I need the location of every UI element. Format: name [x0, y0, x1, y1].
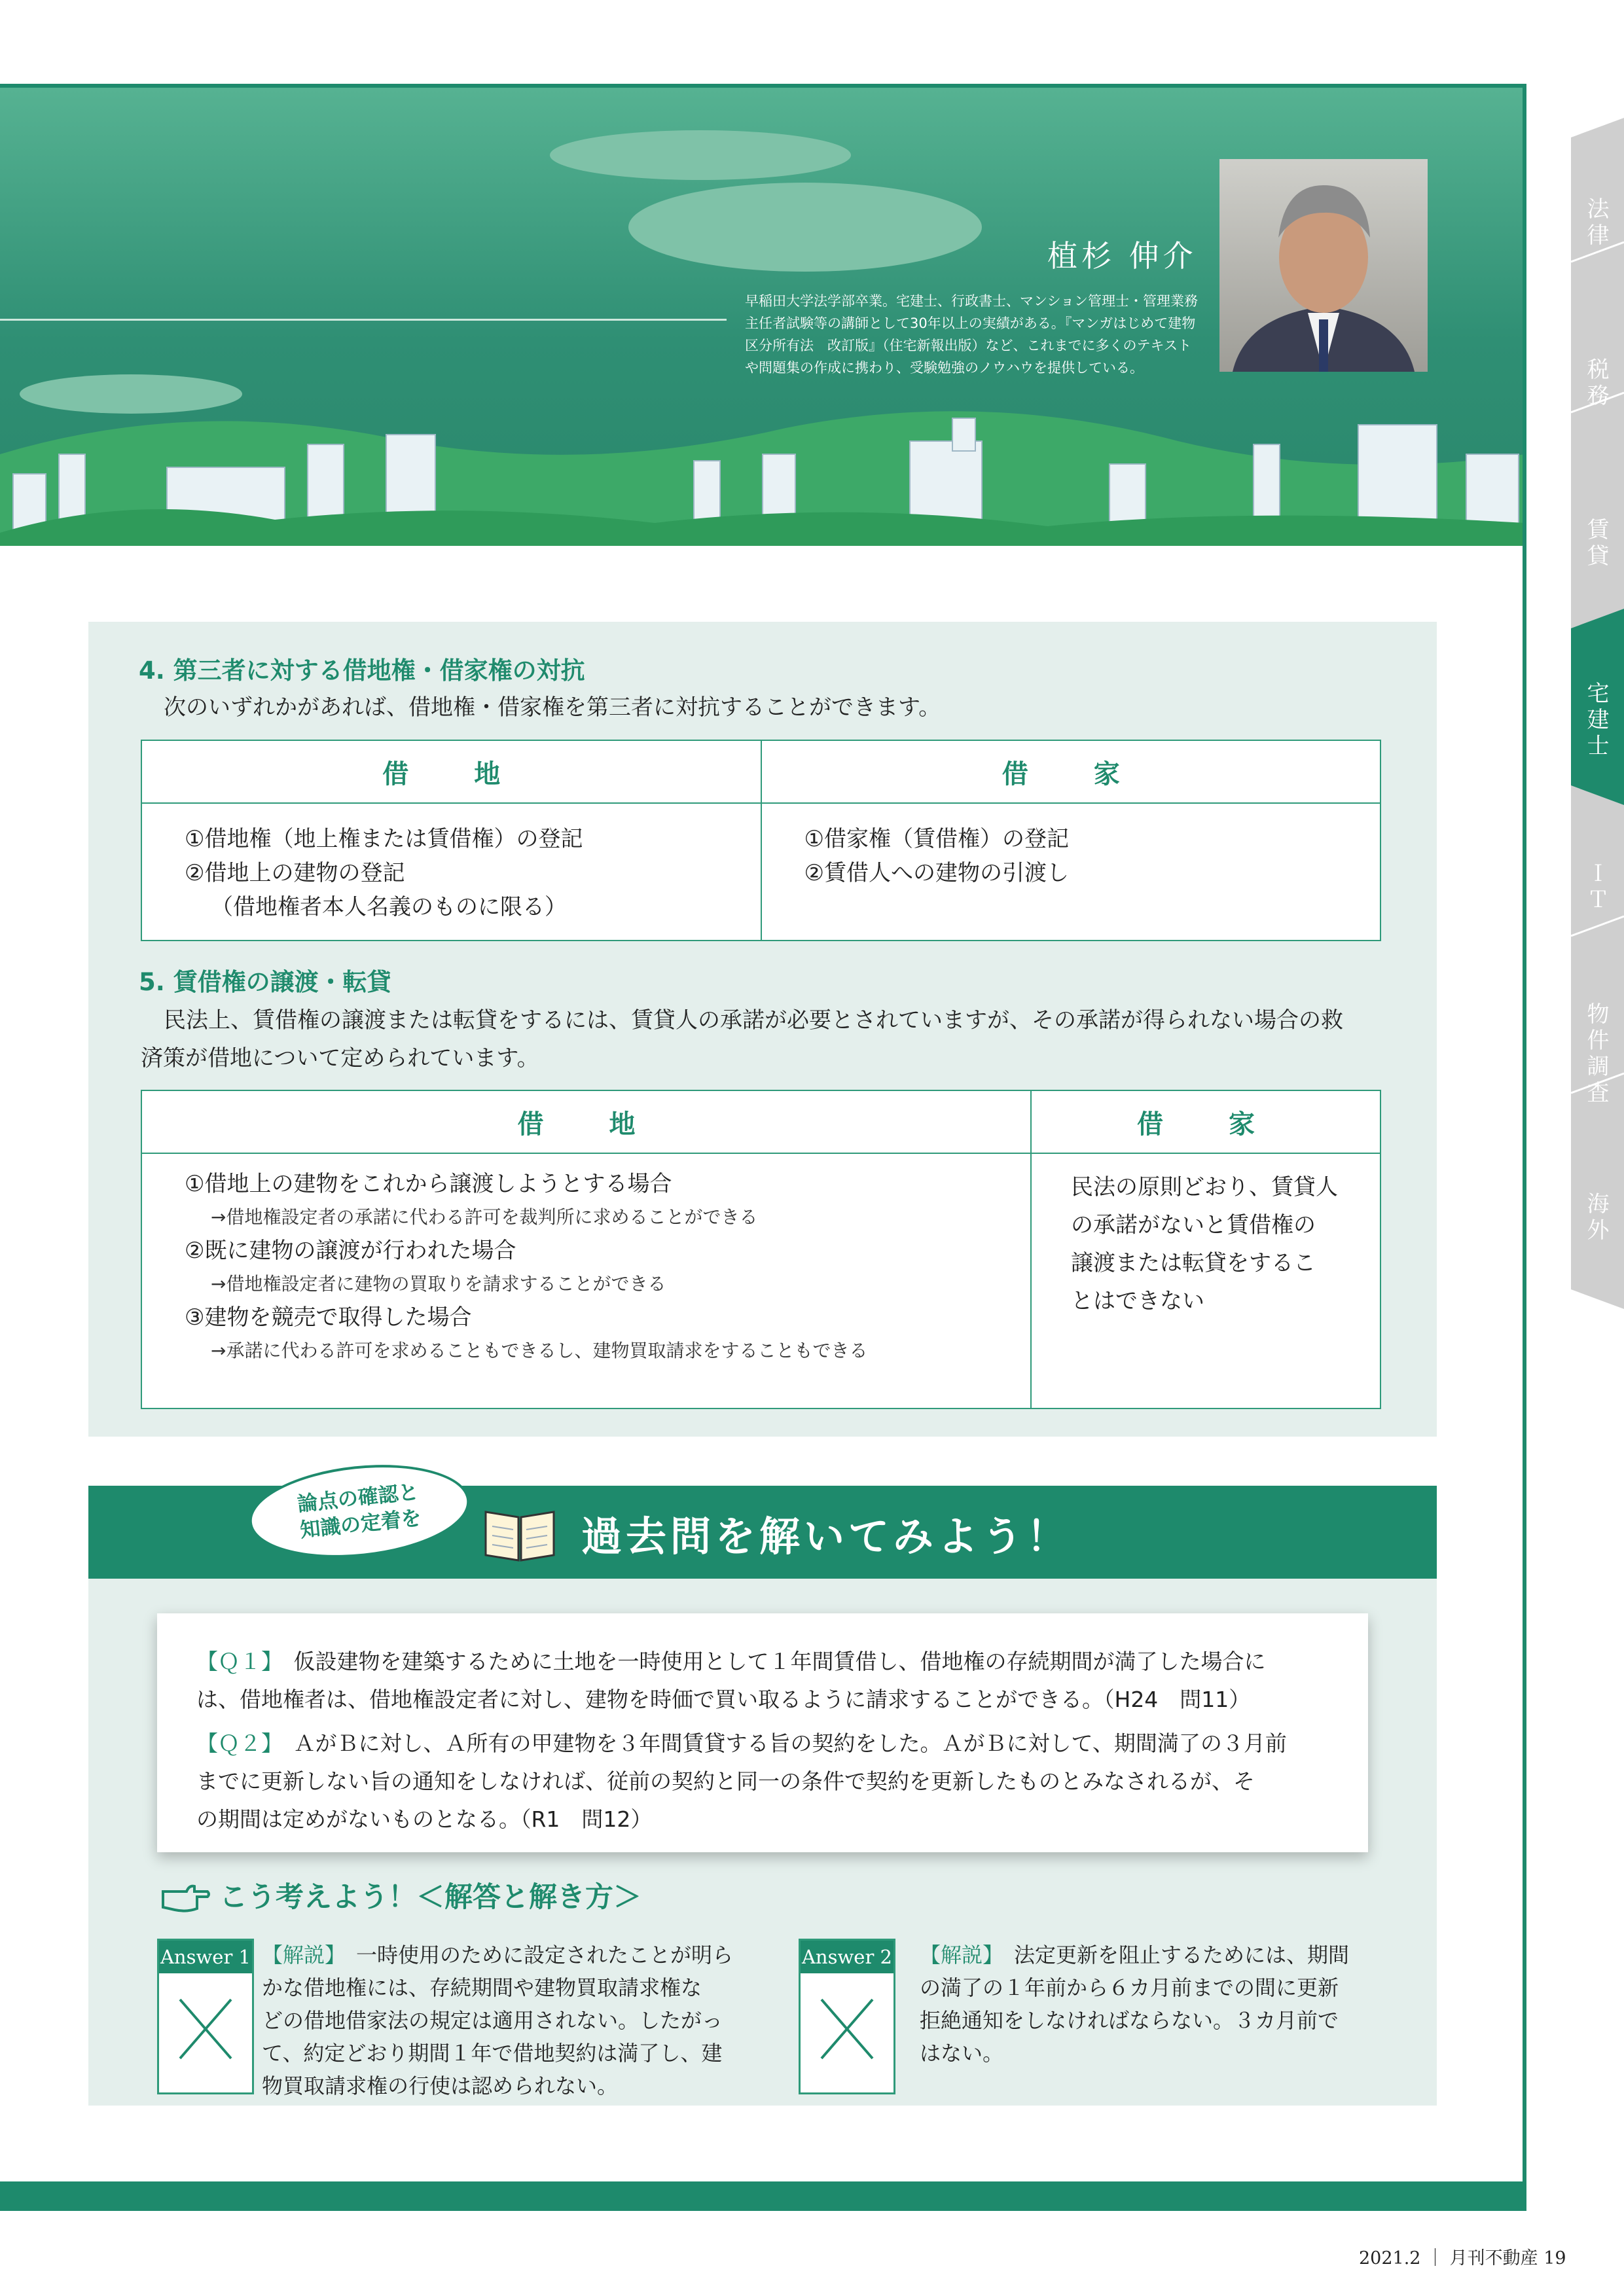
author-photo [1219, 159, 1428, 372]
side-tab-overseas[interactable]: 海 外 [1587, 1191, 1610, 1244]
question-card [157, 1613, 1368, 1852]
page-frame-bottom [0, 2181, 1525, 2211]
q2-line1: ＡがＢに対し、Ａ所有の甲建物を３年間賃貸する旨の契約をした。ＡがＢに対して、期間満了の３月前 [272, 1731, 1287, 1756]
section5-intro-line2: 済策が借地について定められています。 [141, 1045, 539, 1071]
section5-item-head: ③建物を競売で取得した場合 [185, 1304, 472, 1331]
q2-line3: の期間は定めがないものとなる。（R1 問12） [196, 1806, 653, 1832]
question-1 [196, 1643, 1335, 1719]
header-rule [0, 319, 727, 321]
side-tab-rental[interactable]: 賃 貸 [1587, 517, 1610, 569]
section5-header-left: 借 地 [141, 1090, 1031, 1153]
section4-left-line: ②借地上の建物の登記 [185, 860, 405, 886]
section4-intro: 次のいずれかがあれば、借地権・借家権を第三者に対抗することができます。 [164, 694, 941, 721]
answer1-line: て、約定どおり期間１年で借地契約は満了し、建 [262, 2041, 723, 2066]
side-tab-it[interactable]: Ｉ Ｔ [1587, 861, 1610, 913]
answer2-line: の満了の１年前から６カ月前までの間に更新 [920, 1975, 1339, 2000]
answer1-line: どの借地借家法の規定は適用されない。したがっ [262, 2008, 723, 2033]
answer2-label: Answer 2 [801, 1941, 893, 1973]
q1-line2: は、借地権者は、借地権設定者に対し、建物を時価で買い取るように請求することができる。（H24 問11） [196, 1687, 1251, 1712]
answer1-line: 一時使用のために設定されたことが明ら [335, 1943, 734, 1967]
section5-right-line: 民法の原則どおり、賃貸人 [1071, 1174, 1338, 1200]
bubble-line: 論点の確認と [296, 1480, 420, 1516]
q1-tag: 【Ｑ１】 [196, 1649, 272, 1674]
answer2-line: 法定更新を阻止するためには、期間 [993, 1943, 1350, 1967]
answers-heading: こう考えよう！＜解答と解き方＞ [219, 1881, 641, 1914]
answer2-line: 拒絶通知をしなければならない。３カ月前で [920, 2008, 1339, 2033]
section5-right-line: 譲渡または転貸をするこ [1071, 1250, 1316, 1276]
answer2-text [920, 1939, 1417, 2070]
answer2-line: はない。 [920, 2041, 1004, 2066]
quiz-title: 過去問を解いてみよう！ [581, 1513, 1072, 1560]
answer1-label: Answer 1 [159, 1941, 252, 1973]
section4-left-line: ①借地権（地上権または賃借権）の登記 [185, 826, 583, 852]
question-2 [196, 1725, 1335, 1839]
section4-right-cell [761, 803, 1381, 941]
q1-line1: 仮設建物を建築するために土地を一時使用として１年間賃借し、借地権の存続期間が満了した場合に [272, 1649, 1266, 1674]
section4-table [141, 740, 1381, 941]
section4-left-line: （借地権者本人名義のものに限る） [211, 894, 567, 920]
cross-mark-icon [159, 1973, 252, 2091]
pointing-hand-icon [160, 1878, 211, 1915]
page-frame-right [1523, 84, 1526, 2211]
bubble-line: 知識の定着を [298, 1506, 423, 1543]
q2-line2: までに更新しない旨の通知をしなければ、従前の契約と同一の条件で契約を更新したものとみなされるが、そ [196, 1768, 1255, 1794]
section4-header-right: 借 家 [761, 740, 1381, 803]
side-tab-tax[interactable]: 税 務 [1587, 357, 1610, 409]
section5-item-head: ②既に建物の譲渡が行われた場合 [185, 1238, 516, 1264]
author-name: 植杉 伸介 [1047, 238, 1197, 274]
section5-right-line: とはできない [1071, 1288, 1204, 1314]
answer1-line: かな借地権には、存続期間や建物買取請求権な [262, 1975, 702, 2000]
section5-right-cell [1031, 1153, 1380, 1408]
side-tab-property-survey[interactable]: 物 件 調 査 [1587, 1001, 1610, 1106]
section4-header-left: 借 地 [141, 740, 761, 803]
section5-header-right: 借 家 [1031, 1090, 1380, 1153]
answer2-tag: 【解説】 [920, 1943, 994, 1967]
answer1-line: 物買取請求権の行使は認められない。 [262, 2073, 619, 2098]
answer1-text [262, 1939, 772, 2102]
cross-mark-icon [801, 1973, 893, 2091]
open-book-icon [483, 1505, 556, 1562]
section4-title: 4. 第三者に対する借地権・借家権の対抗 [139, 656, 585, 685]
section5-intro-line1: 民法上、賃借権の譲渡または転貸をするには、賃貸人の承諾が必要とされていますが、その承諾が得られない場合の救 [164, 1007, 1343, 1033]
portrait-illustration [1219, 159, 1428, 372]
section5-item-sub: →承諾に代わる許可を求めることもできるし、建物買取請求をすることもできる [211, 1340, 868, 1361]
side-tab-takken[interactable]: 宅 建 士 [1587, 681, 1610, 759]
section4-right-line: ①借家権（賃借権）の登記 [804, 826, 1069, 852]
section4-right-line: ②賃借人への建物の引渡し [804, 860, 1069, 886]
section4-left-cell [141, 803, 761, 941]
answer2-box [799, 1939, 895, 2094]
q2-tag: 【Ｑ２】 [196, 1731, 272, 1756]
section5-right-line: の承諾がないと賃借権の [1071, 1212, 1316, 1238]
author-bio: 早稲田大学法学部卒業。宅建士、行政書士、マンション管理士・管理業務主任者試験等の講師として30年以上の実績がある。『マンガはじめて建物区分所有法 改訂版』（住宅新報出版）など、これまでに多くのテキストや問題集の作成に携わり、受験勉強のノウハウを提供している。 [745, 293, 1199, 376]
section5-item-sub: →借地権設定者の承諾に代わる許可を裁判所に求めることができる [211, 1206, 758, 1228]
section5-item-sub: →借地権設定者に建物の買取りを請求することができる [211, 1273, 666, 1295]
page-footer: 2021.2 ｜ 月刊不動産 19 [1359, 2248, 1566, 2269]
answer1-tag: 【解説】 [262, 1943, 336, 1967]
section5-left-cell [141, 1153, 1031, 1408]
section5-title: 5. 賃借権の譲渡・転貸 [139, 968, 391, 996]
side-tab-law[interactable]: 法 律 [1587, 196, 1610, 249]
section5-item-head: ①借地上の建物をこれから譲渡しようとする場合 [185, 1171, 672, 1197]
section5-table [141, 1090, 1381, 1409]
answer1-box [157, 1939, 254, 2094]
